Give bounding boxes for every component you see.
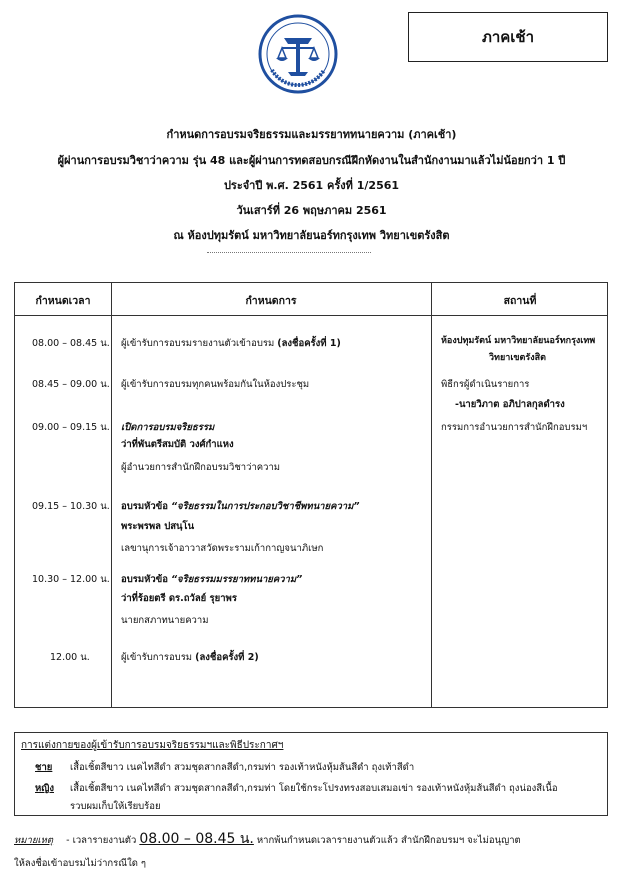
column-divider	[111, 283, 112, 707]
speaker-name: พระพรพล ปสนฺโน	[121, 521, 195, 532]
note-prefix: - เวลารายงานตัว	[66, 835, 137, 846]
agenda-prefix: อบรมหัวข้อ	[121, 501, 168, 512]
document-subtitle: ผู้ผ่านการอบรมวิชาว่าความ รุ่น 48 และผู้ผ่านการทดสอบกรณีฝึกหัดงานในสำนักงานมาแล้วไม่น้อยกว่า 1 ปี	[57, 154, 566, 167]
speaker-position: นายกสภาทนายความ	[121, 615, 209, 626]
dress-code-box	[14, 732, 608, 816]
agenda-text: ผู้เข้ารับการอบรมทุกคนพร้อมกันในห้องประชุม	[121, 379, 310, 390]
note-label: หมายเหตุ	[14, 835, 54, 846]
table-row	[121, 335, 341, 352]
document-title: กำหนดการอบรมจริยธรรมและมรรยาททนายความ (ภาคเช้า)	[166, 128, 457, 141]
row-time: 09.15 – 10.30 น.	[32, 501, 110, 512]
female-label: หญิง	[35, 783, 54, 794]
agenda-sign-in: (ลงชื่อครั้งที่ 1)	[277, 338, 341, 349]
lawyers-council-logo	[258, 14, 338, 94]
table-row	[121, 498, 360, 515]
note-line	[14, 828, 521, 850]
agenda-topic: เปิดการอบรมจริยธรรม	[121, 422, 215, 433]
female-dress-text-2: รวบผมเก็บให้เรียบร้อย	[70, 801, 161, 812]
header-agenda: กำหนดการ	[245, 295, 297, 307]
note-time: 08.00 – 08.45 น.	[139, 831, 254, 847]
mc-title: พิธีกรผู้ดำเนินรายการ	[441, 379, 530, 390]
speaker-position: เลขานุการเจ้าอาวาสวัดพระรามเก้ากาญจนาภิเษก	[121, 543, 324, 554]
session-label-box	[408, 12, 608, 62]
table-row	[121, 649, 259, 666]
session-label: ภาคเช้า	[481, 28, 535, 46]
row-time: 12.00 น.	[50, 652, 90, 663]
row-time: 08.45 – 09.00 น.	[32, 379, 110, 390]
year-line: ประจำปี พ.ศ. 2561 ครั้งที่ 1/2561	[223, 179, 400, 192]
row-time: 09.00 – 09.15 น.	[32, 422, 110, 433]
agenda-text: ผู้เข้ารับการอบรม	[121, 652, 193, 663]
date-line: วันเสาร์ที่ 26 พฤษภาคม 2561	[236, 204, 387, 217]
place-campus: วิทยาเขตรังสิต	[489, 353, 546, 363]
row-time: 08.00 – 08.45 น.	[32, 338, 110, 349]
agenda-topic: “จริยธรรมในการประกอบวิชาชีพทนายความ”	[170, 501, 360, 512]
venue-line: ณ ห้องปทุมรัตน์ มหาวิทยาลัยนอร์ทกรุงเทพ วิทยาเขตรังสิต	[173, 229, 450, 242]
header-place: สถานที่	[503, 295, 537, 307]
mc-position: กรรมการอำนวยการสำนักฝึกอบรมฯ	[441, 422, 588, 433]
table-row	[121, 571, 302, 588]
male-label: ชาย	[35, 762, 53, 773]
header-divider	[15, 315, 607, 316]
mc-name: -นายวิภาต อภิปาลกุลดำรง	[455, 399, 565, 410]
column-divider	[431, 283, 432, 707]
schedule-table	[14, 282, 608, 708]
speaker-name: ว่าที่ร้อยตรี ดร.ถวัลย์ รุยาพร	[121, 593, 237, 604]
row-time: 10.30 – 12.00 น.	[32, 574, 110, 585]
place-venue: ห้องปทุมรัตน์ มหาวิทยาลัยนอร์ทกรุงเทพ	[441, 336, 596, 346]
note-line-2: ให้ลงชื่อเข้าอบรมไม่ว่ากรณีใด ๆ	[14, 858, 146, 869]
speaker-name: ว่าที่พันตรีสมบัติ วงศ์กำแหง	[121, 439, 234, 450]
divider	[207, 252, 371, 253]
agenda-sign-in: (ลงชื่อครั้งที่ 2)	[195, 652, 259, 663]
speaker-position: ผู้อำนวยการสำนักฝึกอบรมวิชาว่าความ	[121, 462, 281, 473]
female-dress-text: เสื้อเชิ้ตสีขาว เนคไทสีดำ สวมชุดสากลสีดำ,กรมท่า โดยใช้กระโปรงทรงสอบเสมอเข่า รองเท้าหนังหุ้มส้นสีดำ ถุงน่องสีเนื้อ	[70, 783, 558, 794]
agenda-topic: “จริยธรรมมรรยาททนายความ”	[170, 574, 303, 585]
dress-code-title: การแต่งกายของผู้เข้ารับการอบรมจริยธรรมฯและพิธีประกาศฯ	[21, 740, 284, 751]
agenda-text: ผู้เข้ารับการอบรมรายงานตัวเข้าอบรม	[121, 338, 275, 349]
header-time: กำหนดเวลา	[35, 295, 91, 307]
agenda-prefix: อบรมหัวข้อ	[121, 574, 168, 585]
male-dress-text: เสื้อเชิ้ตสีขาว เนคไทสีดำ สวมชุดสากลสีดำ,กรมท่า รองเท้าหนังหุ้มส้นสีดำ ถุงเท้าสีดำ	[70, 762, 415, 773]
note-suffix: หากพ้นกำหนดเวลารายงานตัวแล้ว สำนักฝึกอบรมฯ จะไม่อนุญาต	[256, 835, 521, 846]
